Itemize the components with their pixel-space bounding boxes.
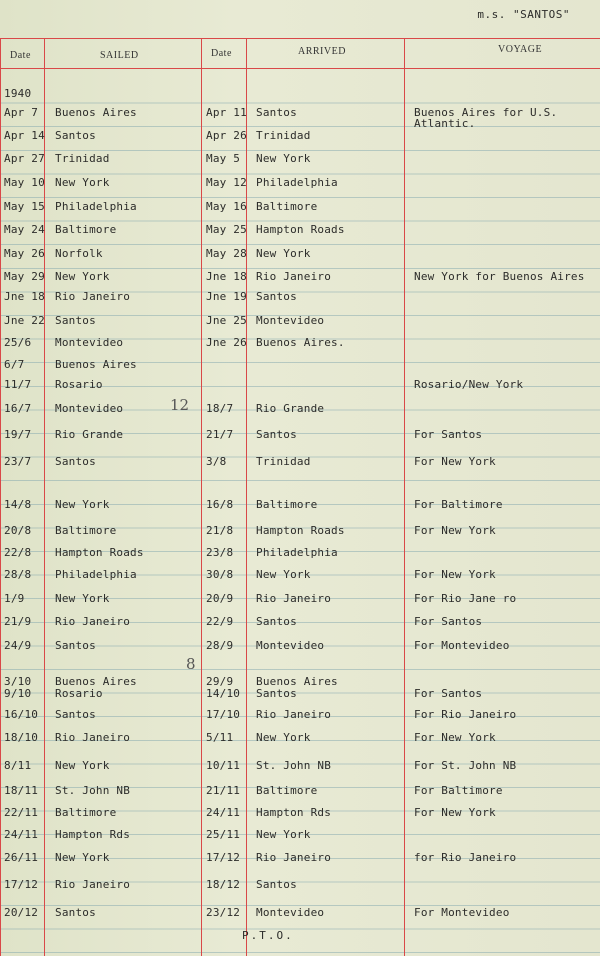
sailed-date: May 29 [4, 270, 45, 283]
sailed-port: Buenos Aires [55, 358, 137, 371]
arrived-port: Buenos Aires. [256, 336, 345, 349]
arrived-date: 25/11 [206, 828, 241, 841]
voyage-text: New York for Buenos Aires [414, 270, 585, 283]
arrived-date: Jne 19 [206, 290, 247, 303]
arrived-port: St. John NB [256, 759, 332, 772]
sailed-date: Apr 27 [4, 152, 45, 165]
arrived-port: Buenos Aires [256, 675, 338, 688]
arrived-date: 21/8 [206, 524, 234, 537]
arrived-port: Santos [256, 106, 297, 119]
sailed-port: Rio Janeiro [55, 615, 131, 628]
arrived-date: 21/11 [206, 784, 241, 797]
arrived-port: Montevideo [256, 314, 325, 327]
sailed-date: May 10 [4, 176, 45, 189]
sailed-date: May 26 [4, 247, 45, 260]
arrived-date: 30/8 [206, 568, 234, 581]
voyage-text: For New York [414, 524, 496, 537]
voyage-text: For Rio Janeiro [414, 708, 517, 721]
arrived-port: Montevideo [256, 906, 325, 919]
arrived-date: Jne 25 [206, 314, 247, 327]
sailed-date: Apr 7 [4, 106, 39, 119]
sailed-port: Rosario [55, 378, 103, 391]
arrived-port: Santos [256, 290, 297, 303]
sailed-date: May 15 [4, 200, 45, 213]
sailed-date: 20/8 [4, 524, 32, 537]
voyage-text: Rosario/New York [414, 378, 524, 391]
arrived-port: Rio Janeiro [256, 592, 332, 605]
sailed-port: Santos [55, 708, 96, 721]
arrived-date: 18/12 [206, 878, 241, 891]
sailed-port: New York [55, 592, 110, 605]
sailed-date: 23/7 [4, 455, 32, 468]
voyage-text: For Montevideo [414, 639, 510, 652]
sailed-date: 21/9 [4, 615, 32, 628]
sailed-date: 8/11 [4, 759, 32, 772]
header-date-arrived: Date [211, 48, 232, 59]
arrived-date: May 5 [206, 152, 241, 165]
arrived-date: 29/9 [206, 675, 234, 688]
arrived-date: 14/10 [206, 687, 241, 700]
header-top-rule [0, 38, 600, 39]
sailed-date: 9/10 [4, 687, 32, 700]
sailed-port: New York [55, 759, 110, 772]
sailed-port: Rio Grande [55, 428, 124, 441]
sailed-date: Apr 14 [4, 129, 45, 142]
sailed-port: Santos [55, 906, 96, 919]
arrived-port: New York [256, 247, 311, 260]
sailed-date: 3/10 [4, 675, 32, 688]
arrived-port: Rio Janeiro [256, 851, 332, 864]
arrived-port: New York [256, 568, 311, 581]
sailed-date: 26/11 [4, 851, 39, 864]
rule-left [0, 38, 1, 956]
sailed-port: Rio Janeiro [55, 878, 131, 891]
arrived-date: 10/11 [206, 759, 241, 772]
sailed-date: 28/8 [4, 568, 32, 581]
sailed-port: Santos [55, 129, 96, 142]
sailed-port: Rio Janeiro [55, 731, 131, 744]
sailed-port: Montevideo [55, 402, 124, 415]
arrived-port: Hampton Roads [256, 524, 345, 537]
sailed-date: 16/10 [4, 708, 39, 721]
sailed-date: Jne 22 [4, 314, 45, 327]
arrived-port: Rio Janeiro [256, 270, 332, 283]
pencil-mark: 12 [170, 396, 190, 414]
sailed-date: 11/7 [4, 378, 32, 391]
sailed-date: 18/10 [4, 731, 39, 744]
sailed-port: New York [55, 270, 110, 283]
sailed-date: 17/12 [4, 878, 39, 891]
arrived-date: Apr 26 [206, 129, 247, 142]
sailed-port: Santos [55, 455, 96, 468]
sailed-port: Baltimore [55, 524, 117, 537]
sailed-port: St. John NB [55, 784, 131, 797]
sailed-port: Hampton Rds [55, 828, 131, 841]
voyage-text: For New York [414, 806, 496, 819]
sailed-date: 22/8 [4, 546, 32, 559]
sailed-port: Rio Janeiro [55, 290, 131, 303]
sailed-date: 24/9 [4, 639, 32, 652]
arrived-port: Baltimore [256, 498, 318, 511]
sailed-port: New York [55, 176, 110, 189]
voyage-text: For St. John NB [414, 759, 517, 772]
arrived-date: 5/11 [206, 731, 234, 744]
arrived-date: 23/12 [206, 906, 241, 919]
sailed-date: 24/11 [4, 828, 39, 841]
arrived-port: Hampton Roads [256, 223, 345, 236]
sailed-port: Santos [55, 639, 96, 652]
sailed-port: Baltimore [55, 223, 117, 236]
voyage-text: For Santos [414, 428, 483, 441]
arrived-date: 18/7 [206, 402, 234, 415]
sailed-port: Buenos Aires [55, 106, 137, 119]
sailed-date: 20/12 [4, 906, 39, 919]
sailed-port: New York [55, 851, 110, 864]
voyage-text: Atlantic. [414, 117, 476, 130]
voyage-text: For New York [414, 731, 496, 744]
arrived-date: Apr 11 [206, 106, 247, 119]
sailed-port: Buenos Aires [55, 675, 137, 688]
header-voyage: VOYAGE [498, 44, 543, 55]
arrived-date: May 12 [206, 176, 247, 189]
arrived-port: Montevideo [256, 639, 325, 652]
arrived-date: 16/8 [206, 498, 234, 511]
arrived-date: May 28 [206, 247, 247, 260]
sailed-port: Montevideo [55, 336, 124, 349]
rule-sailed [201, 38, 202, 956]
arrived-date: 28/9 [206, 639, 234, 652]
arrived-port: Rio Janeiro [256, 708, 332, 721]
header-sailed: SAILED [100, 50, 139, 61]
voyage-text: For Santos [414, 615, 483, 628]
sailed-port: Hampton Roads [55, 546, 144, 559]
arrived-port: New York [256, 152, 311, 165]
sailed-date: 19/7 [4, 428, 32, 441]
sailed-port: Philadelphia [55, 568, 137, 581]
voyage-text: For Santos [414, 687, 483, 700]
sailed-date: 6/7 [4, 358, 25, 371]
arrived-date: 17/12 [206, 851, 241, 864]
sailed-date: 1/9 [4, 592, 25, 605]
sailed-date: 22/11 [4, 806, 39, 819]
arrived-port: Philadelphia [256, 176, 338, 189]
arrived-port: Santos [256, 687, 297, 700]
arrived-date: May 25 [206, 223, 247, 236]
sailed-date: 14/8 [4, 498, 32, 511]
arrived-date: May 16 [206, 200, 247, 213]
sailed-port: New York [55, 498, 110, 511]
arrived-date: 20/9 [206, 592, 234, 605]
arrived-date: Jne 18 [206, 270, 247, 283]
arrived-date: Jne 26 [206, 336, 247, 349]
arrived-port: Philadelphia [256, 546, 338, 559]
arrived-port: Baltimore [256, 200, 318, 213]
voyage-text: For Baltimore [414, 498, 503, 511]
arrived-port: Santos [256, 428, 297, 441]
voyage-text: For New York [414, 455, 496, 468]
sailed-port: Norfolk [55, 247, 103, 260]
sailed-date: 18/11 [4, 784, 39, 797]
arrived-date: 22/9 [206, 615, 234, 628]
voyage-text: For Baltimore [414, 784, 503, 797]
arrived-port: Baltimore [256, 784, 318, 797]
sailed-port: Philadelphia [55, 200, 137, 213]
year-label: 1940 [4, 87, 32, 100]
arrived-port: Santos [256, 878, 297, 891]
voyage-text: For Rio Jane ro [414, 592, 517, 605]
sailed-port: Trinidad [55, 152, 110, 165]
arrived-port: Santos [256, 615, 297, 628]
arrived-port: Trinidad [256, 455, 311, 468]
sailed-date: Jne 18 [4, 290, 45, 303]
arrived-date: 23/8 [206, 546, 234, 559]
header-arrived: ARRIVED [298, 46, 346, 57]
voyage-text: for Rio Janeiro [414, 851, 517, 864]
sailed-port: Baltimore [55, 806, 117, 819]
arrived-port: Trinidad [256, 129, 311, 142]
header-date-sailed: Date [10, 50, 31, 61]
voyage-text: Buenos Aires for U.S. [414, 106, 558, 119]
arrived-port: New York [256, 731, 311, 744]
sailed-date: 16/7 [4, 402, 32, 415]
arrived-date: 24/11 [206, 806, 241, 819]
sailed-port: Santos [55, 314, 96, 327]
ship-name: m.s. "SANTOS" [477, 8, 570, 21]
sailed-date: May 24 [4, 223, 45, 236]
arrived-port: Hampton Rds [256, 806, 332, 819]
voyage-text: For New York [414, 568, 496, 581]
arrived-date: 17/10 [206, 708, 241, 721]
voyage-text: For Montevideo [414, 906, 510, 919]
sailed-date: 25/6 [4, 336, 32, 349]
header-bottom-rule [0, 68, 600, 69]
arrived-port: New York [256, 828, 311, 841]
arrived-date: 21/7 [206, 428, 234, 441]
pto-footer: P.T.O. [242, 929, 294, 942]
pencil-mark: 8 [186, 655, 196, 673]
rule-arrived [404, 38, 405, 956]
sailed-port: Rosario [55, 687, 103, 700]
arrived-port: Rio Grande [256, 402, 325, 415]
arrived-date: 3/8 [206, 455, 227, 468]
